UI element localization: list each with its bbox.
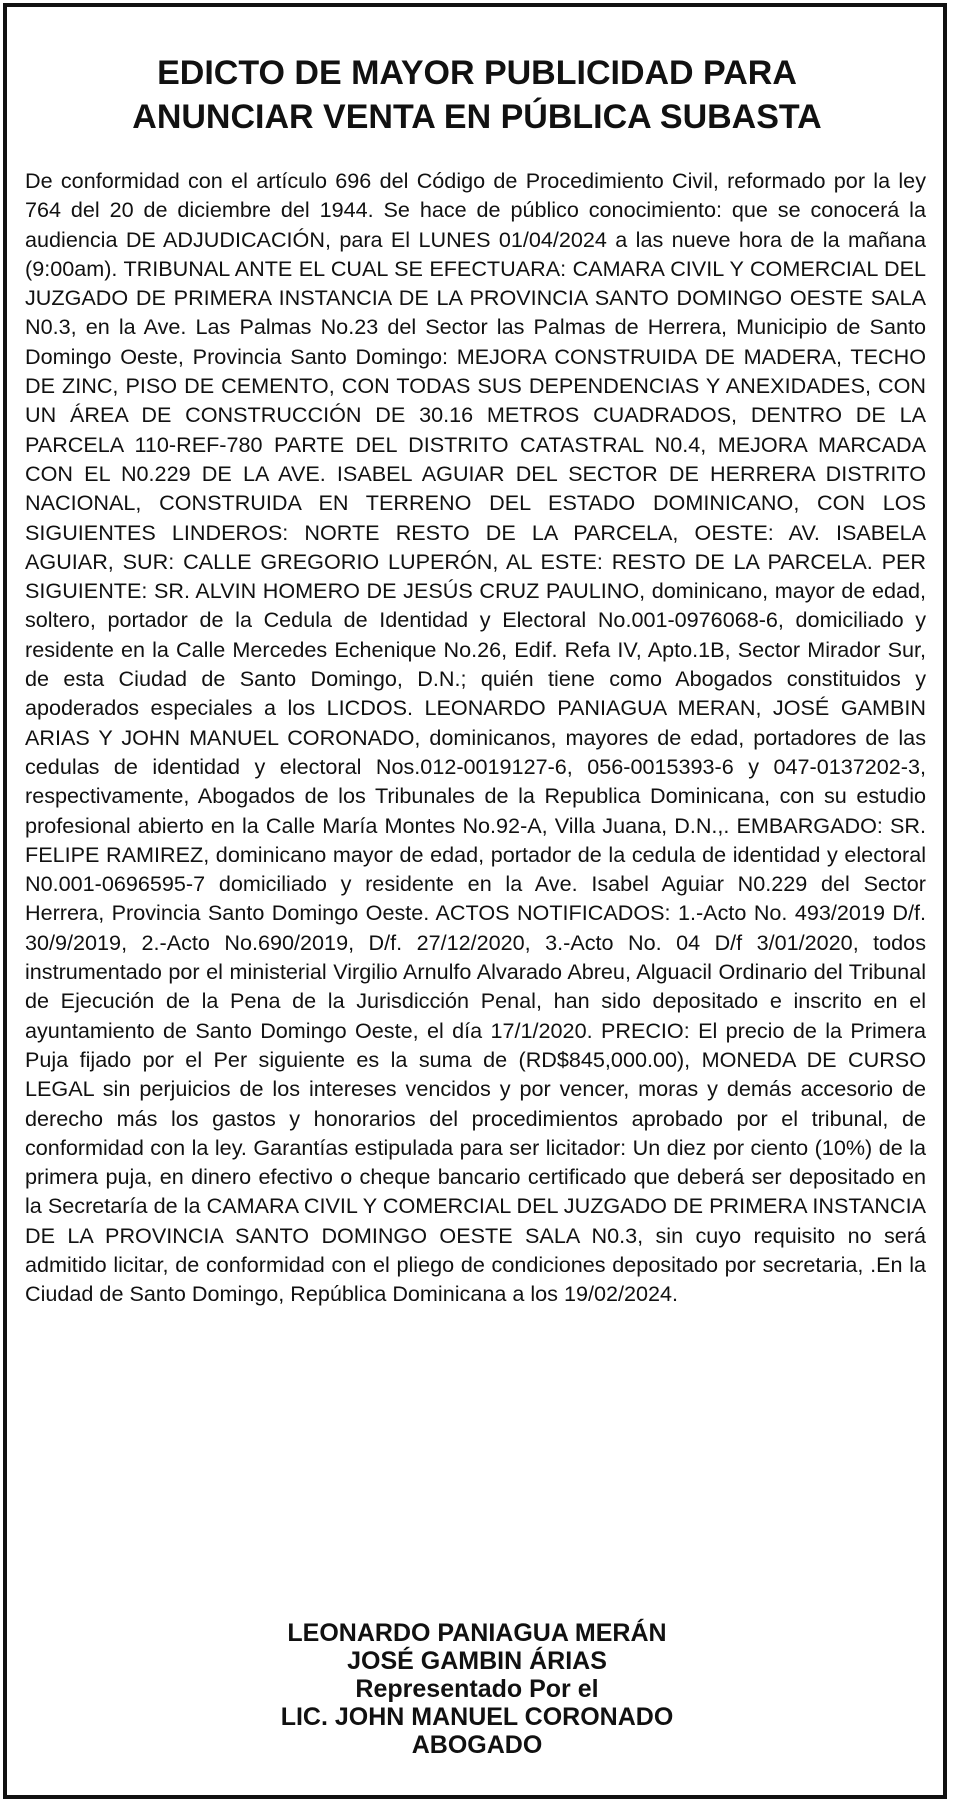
signature-role: ABOGADO — [411, 1731, 543, 1759]
title-line-2: ANUNCIAR VENTA EN PÚBLICA SUBASTA — [132, 98, 822, 136]
title-line-1: EDICTO DE MAYOR PUBLICIDAD PARA — [157, 54, 797, 92]
signature-block — [7, 1619, 947, 1759]
notice-title — [7, 51, 947, 139]
notice-body: De conformidad con el artículo 696 del Código de Procedimiento Civil, reformado por la ley 764 del 20 de diciembre del 1944. Se hace de público conocimiento: que se conocerá la audiencia DE ADJUDICACIÓN, para El LUNES 01/04/2024 a las nueve hora de la mañana (9:00am). TRIBUNAL ANTE EL CUAL SE EFECTUARA: CAMARA CIVIL Y COMERCIAL DEL JUZGADO DE PRIMERA INSTANCIA DE LA PROVINCIA SANTO DOMINGO OESTE SALA N0.3, en la Ave. Las Palmas No.23 del Sector las Palmas de Herrera, Municipio de Santo Domingo Oeste, Provincia Santo Domingo: MEJORA CONSTRUIDA DE MADERA, TECHO DE ZINC, PISO DE CEMENTO, CON TODAS SUS DEPENDENCIAS Y ANEXIDADES, CON UN ÁREA DE CONSTRUCCIÓN DE 30.16 METROS CUADRADOS, DENTRO DE LA PARCELA 110-REF-780 PARTE DEL DISTRITO CATASTRAL N0.4, MEJORA MARCADA CON EL N0.229 DE LA AVE. ISABEL AGUIAR DEL SECTOR DE HERRERA DISTRITO NACIONAL, CONSTRUIDA EN TERRENO DEL ESTADO DOMINICANO, CON LOS SIGUIENTES LINDEROS: NORTE RESTO DE LA PARCELA, OESTE: AV. ISABELA AGUIAR, SUR: CALLE GREGORIO LUPERÓN, AL ESTE: RESTO DE LA PARCELA. PER SIGUIENTE: SR. ALVIN HOMERO DE JESÚS CRUZ PAULINO, dominicano, mayor de edad, soltero, portador de la Cedula de Identidad y Electoral No.001-0976068-6, domiciliado y residente en la Calle Mercedes Echenique No.26, Edif. Refa IV, Apto.1B, Sector Mirador Sur, de esta Ciudad de Santo Domingo, D.N.; quién tiene como Abogados constituidos y apoderados especiales a los LICDOS. LEONARDO PANIAGUA MERAN, JOSÉ GAMBIN ARIAS Y JOHN MANUEL CORONADO, dominicanos, mayores de edad, portadores de las cedulas de identidad y electoral Nos.012-0019127-6, 056-0015393-6 y 047-0137202-3, respectivamente, Abogados de los Tribunales de la Republica Dominicana, con su estudio profesional abierto en la Calle María Montes No.92-A, Villa Juana, D.N.,. EMBARGADO: SR. FELIPE RAMIREZ, dominicano mayor de edad, portador de la cedula de identidad y electoral N0.001-0696595-7 domiciliado y residente en la Ave. Isabel Aguiar N0.229 del Sector Herrera, Provincia Santo Domingo Oeste. ACTOS NOTIFICADOS: 1.-Acto No. 493/2019 D/f. 30/9/2019, 2.-Acto No.690/2019, D/f. 27/12/2020, 3.-Acto No. 04 D/f 3/01/2020, todos instrumentado por el ministerial Virgilio Arnulfo Alvarado Abreu, Alguacil Ordinario del Tribunal de Ejecución de la Pena de la Jurisdicción Penal, han sido depositado e inscrito en el ayuntamiento de Santo Domingo Oeste, el día 17/1/2020. PRECIO: El precio de la Primera Puja fijado por el Per siguiente es la suma de (RD$845,000.00), MONEDA DE CURSO LEGAL sin perjuicios de los intereses vencidos y por vencer, moras y demás accesorio de derecho más los gastos y honorarios del procedimientos aprobado por el tribunal, de conformidad con la ley. Garantías estipulada para ser licitador: Un diez por ciento (10%) de la primera puja, en dinero efectivo o cheque bancario certificado que deberá ser depositado en la Secretaría de la CAMARA CIVIL Y COMERCIAL DEL JUZGADO DE PRIMERA INSTANCIA DE LA PROVINCIA SANTO DOMINGO OESTE SALA N0.3, sin cuyo requisito no será admitido licitar, de conformidad con el pliego de condiciones depositado por secretaria, .En la Ciudad de Santo Domingo, República Dominicana a los 19/02/2024. — [25, 168, 926, 1307]
signature-name-1: LEONARDO PANIAGUA MERÁN — [287, 1619, 667, 1647]
signature-represented-by: Representado Por el — [355, 1675, 599, 1703]
signature-name-3: LIC. JOHN MANUEL CORONADO — [280, 1703, 674, 1731]
signature-name-2: JOSÉ GAMBIN ÁRIAS — [347, 1647, 607, 1675]
notice-border — [3, 3, 947, 1799]
